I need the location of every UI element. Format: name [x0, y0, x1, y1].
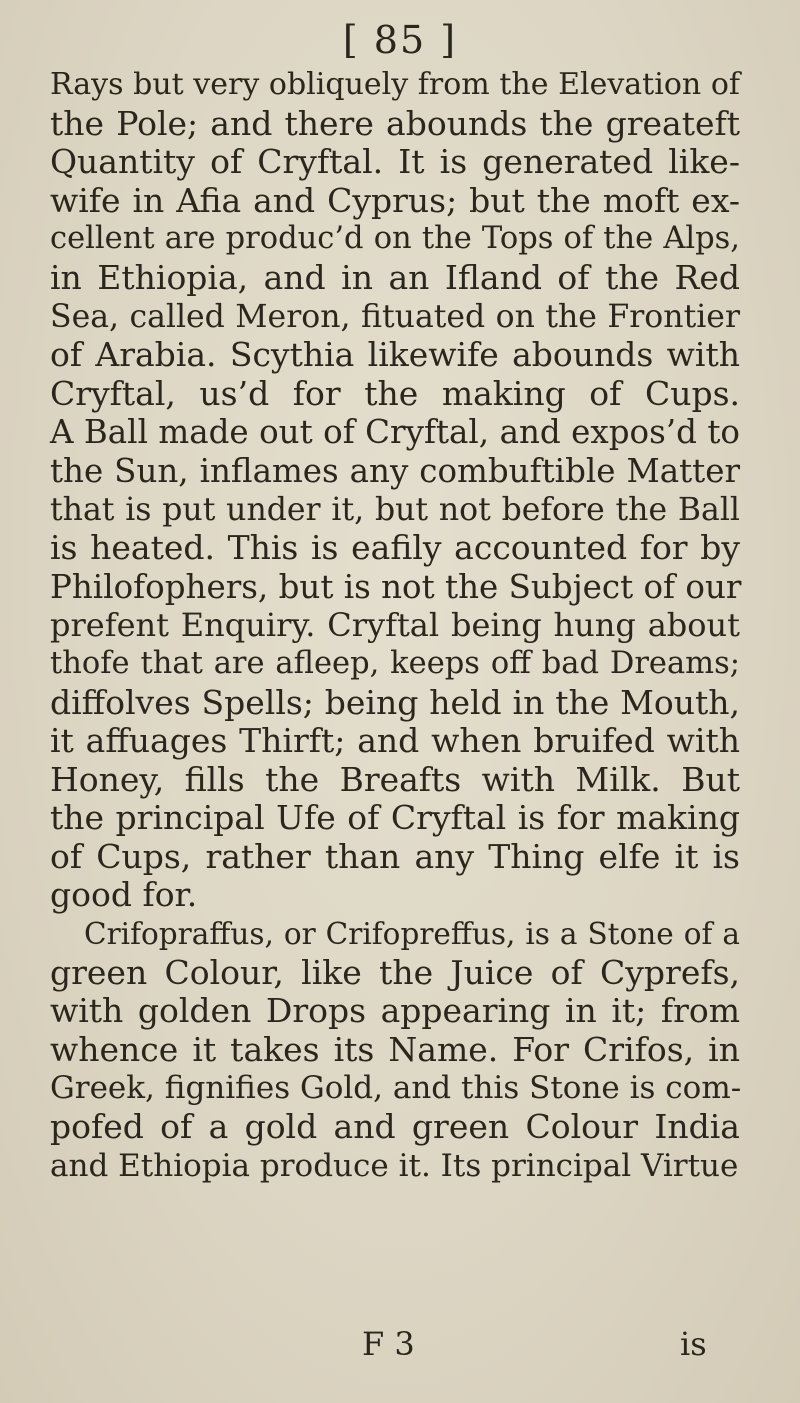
text-line: Rays but very obliquely from the Elevation of: [50, 67, 740, 102]
text-line: the principal Ufe of Cryftal is for making: [50, 798, 740, 838]
text-line: green Colour, like the Juice of Cyprefs,: [50, 952, 740, 992]
text-line: Greek, fignifies Gold, and this Stone is com-: [50, 1070, 742, 1107]
text-line: pofed of a gold and green Colour India: [50, 1107, 740, 1147]
text-line: Sea, called Meron, fituated on the Frontier: [50, 298, 740, 335]
text-line: whence it takes its Name. For Crifos, in: [50, 1029, 740, 1069]
catchword: is: [680, 1325, 707, 1363]
text-line: of Arabia. Scythia likewife abounds with: [50, 335, 740, 375]
text-line: Philofophers, but is not the Subject of our: [50, 567, 742, 606]
text-line: and Ethiopia produce it. Its principal Virtue: [50, 1147, 739, 1184]
text-line: Quantity of Cryftal. It is generated like-: [50, 142, 740, 182]
text-line: the Pole; and there abounds the greateft: [50, 103, 740, 143]
body-text: [50, 66, 740, 1185]
text-line: wife in Afia and Cyprus; but the moft ex-: [50, 180, 740, 220]
text-line: of Cups, rather than any Thing elfe it is: [50, 836, 740, 876]
text-line: in Ethiopia, and in an Ifland of the Red: [50, 257, 740, 297]
text-line: the Sun, inflames any combuftible Matter: [50, 451, 740, 490]
text-line: diffolves Spells; being held in the Mouth,: [50, 682, 740, 722]
text-line: Honey, fills the Breafts with Milk. But: [50, 759, 740, 799]
text-line: that is put under it, but not before the Ball: [50, 491, 740, 528]
text-line: is heated. This is eafily accounted for by: [50, 528, 740, 568]
text-line: thofe that are afleep, keeps off bad Dreams;: [50, 645, 740, 681]
page-number: [ 85 ]: [342, 18, 458, 62]
text-line: good for.: [50, 875, 198, 915]
text-line: A Ball made out of Cryftal, and expos’d to: [50, 413, 740, 452]
text-line: with golden Drops appearing in it; from: [50, 991, 740, 1031]
text-line: cellent are produc’d on the Tops of the Alps,: [50, 221, 740, 257]
text-line: it affuages Thirft; and when bruifed with: [50, 721, 740, 761]
text-line: Cryftal, us’d for the making of Cups.: [50, 373, 740, 413]
signature-mark: F 3: [362, 1325, 415, 1363]
text-line: Crifopraffus, or Crifopreffus, is a Stone of a: [84, 917, 740, 952]
page-footer: [0, 1325, 800, 1365]
text-line: prefent Enquiry. Cryftal being hung about: [50, 606, 740, 645]
